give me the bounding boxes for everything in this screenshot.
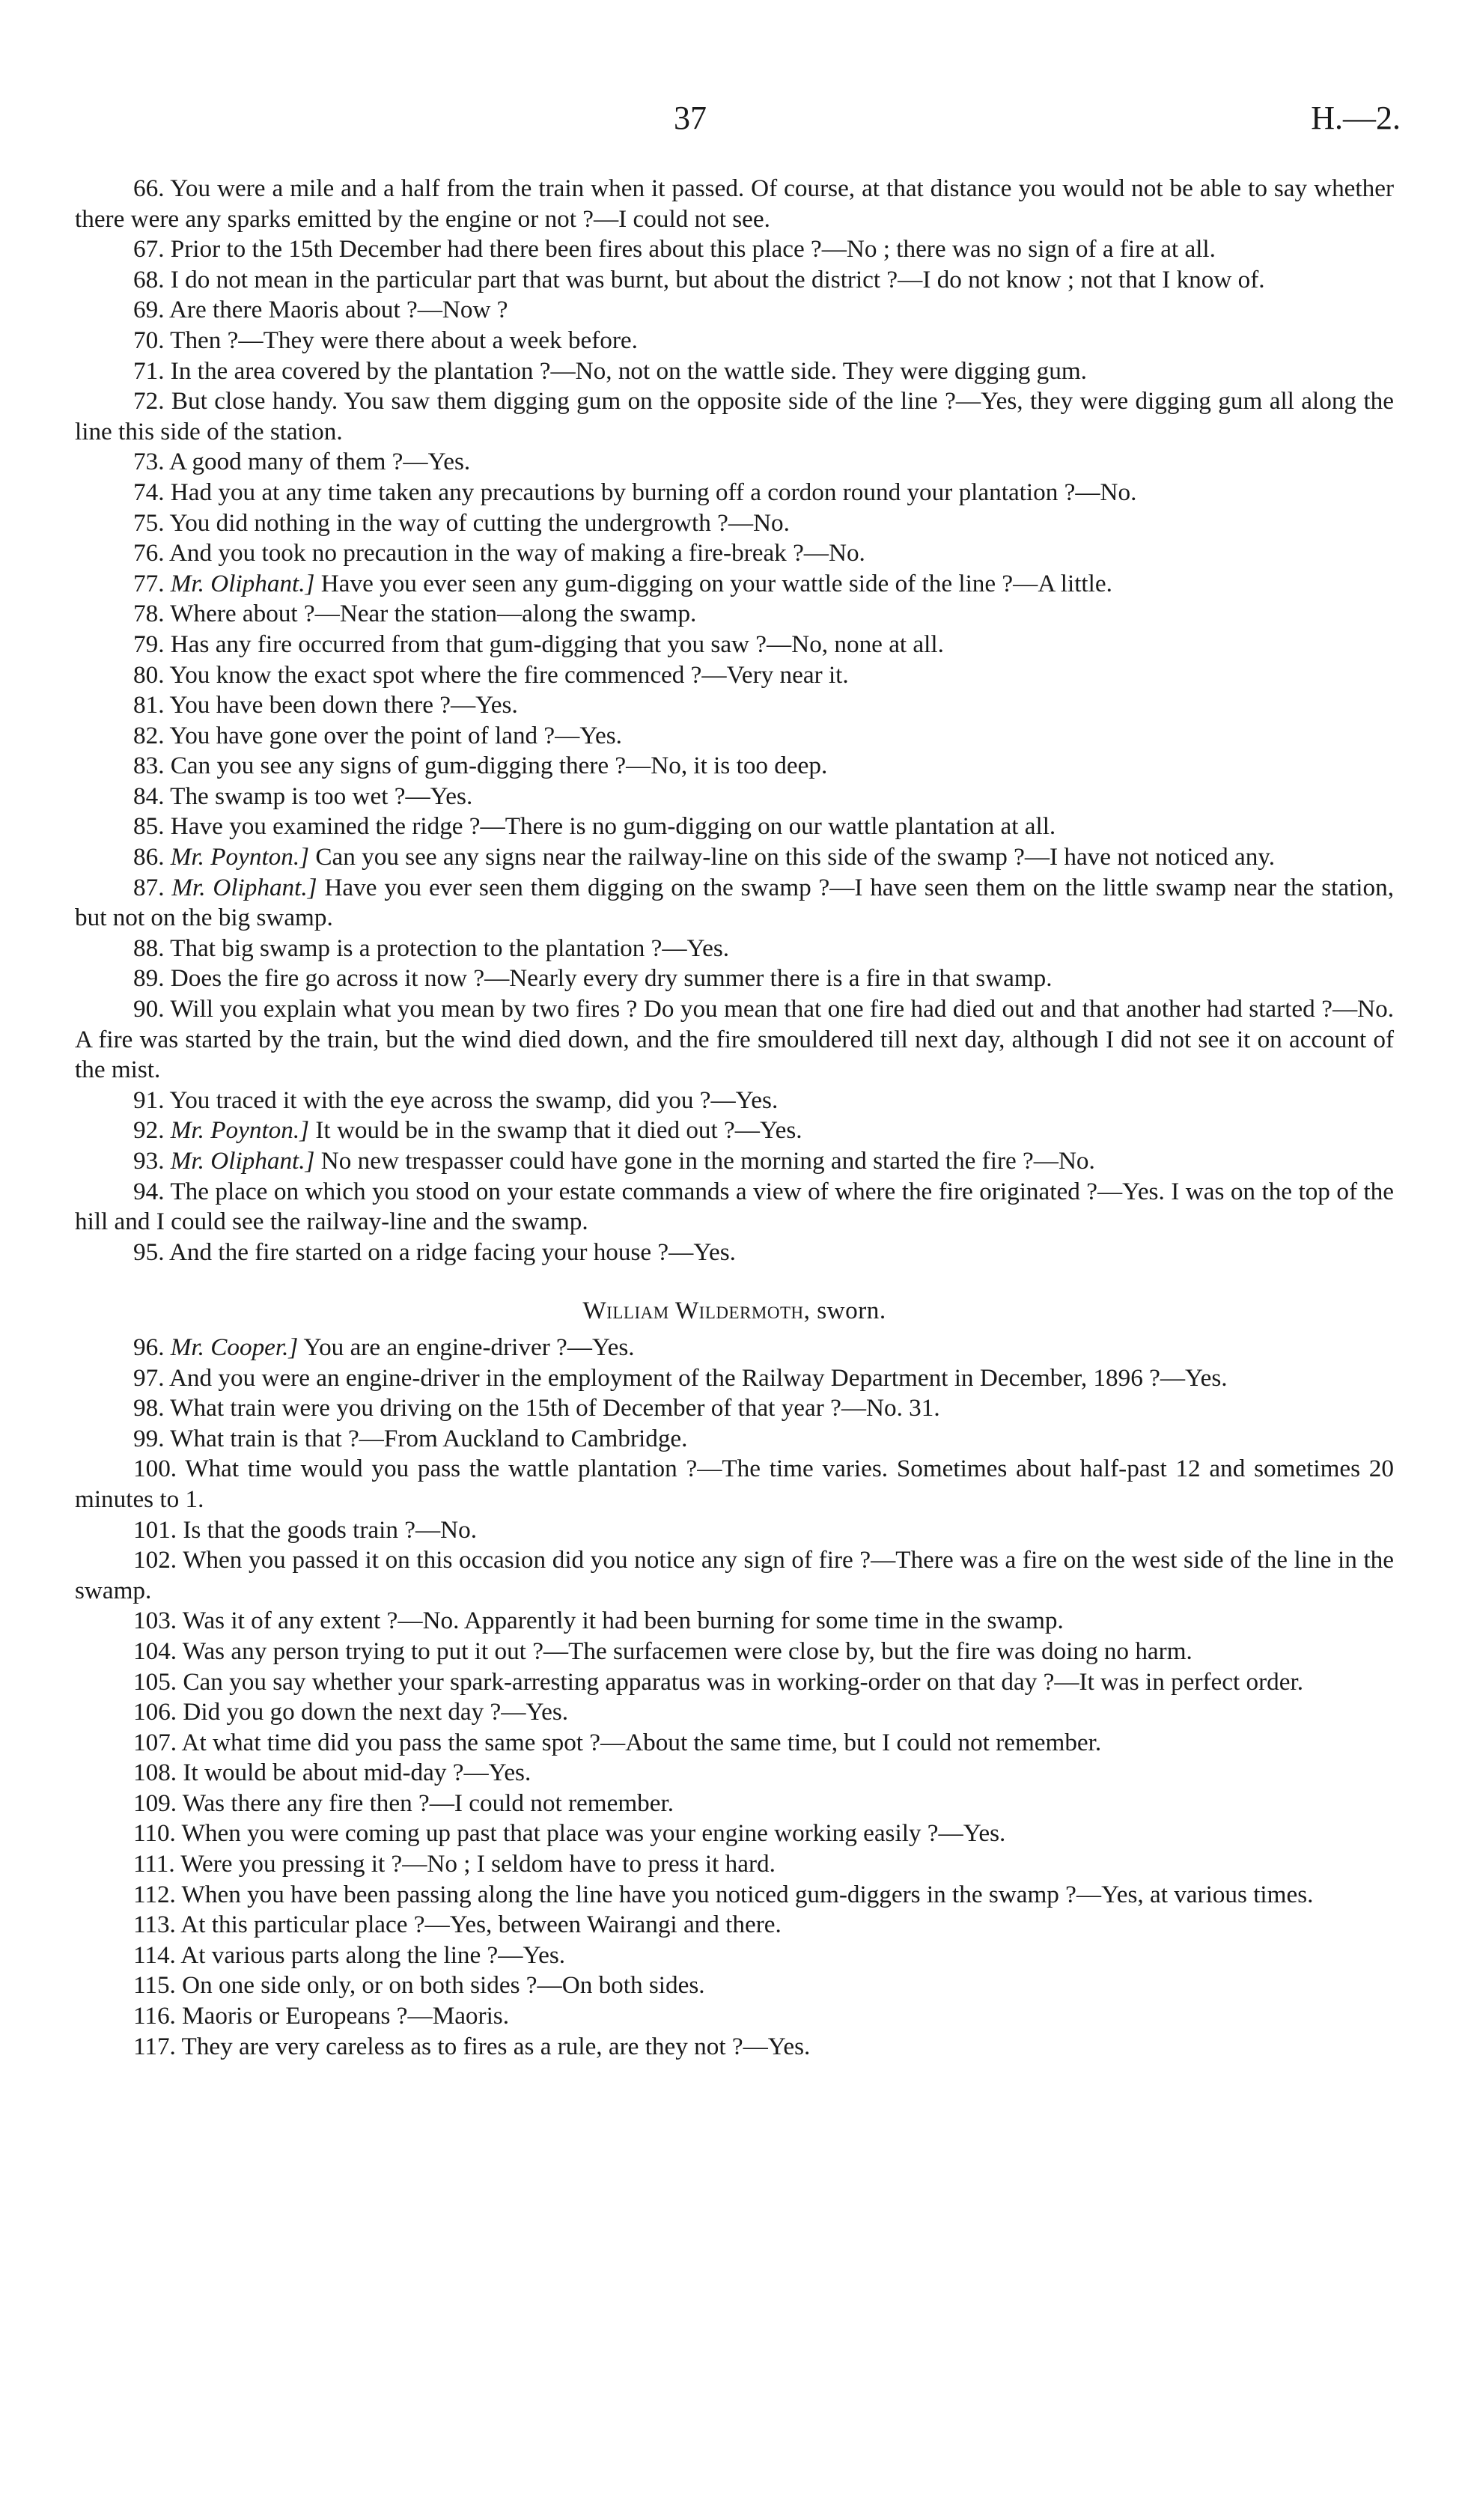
question-answer: 111. Were you pressing it ?—No ; I seldom have to press it hard.: [133, 1850, 776, 1878]
question-answer: 68. I do not mean in the particular part that was burnt, but about the district ?—I do not know ; not that I know of.: [133, 265, 1265, 293]
question-text: No new trespasser could have gone in the morning and started the fire ?—No.: [320, 1147, 1095, 1175]
question-answer: 109. Was there any fire then ?—I could not remember.: [133, 1789, 674, 1817]
question-answer: 114. At various parts along the line ?—Yes.: [133, 1941, 566, 1969]
document-body: [75, 174, 1394, 2062]
question-answer: 103. Was it of any extent ?—No. Apparently it had been burning for some time in the swamp.: [133, 1607, 1064, 1635]
question-answer: 88. That big swamp is a protection to the plantation ?—Yes.: [133, 934, 730, 962]
question-number: 77.: [133, 569, 165, 597]
question-answer: 99. What train is that ?—From Auckland to Cambridge.: [133, 1424, 688, 1452]
question-answer: 70. Then ?—They were there about a week before.: [133, 326, 638, 354]
question-answer: 74. Had you at any time taken any precautions by burning off a cordon round your plantation ?—No.: [133, 478, 1137, 506]
question-answer: 98. What train were you driving on the 15th of December of that year ?—No. 31.: [133, 1394, 940, 1422]
question-answer: 83. Can you see any signs of gum-digging there ?—No, it is too deep.: [133, 752, 828, 780]
question-text: Can you see any signs near the railway-line on this side of the swamp ?—I have not noticed any.: [315, 843, 1276, 871]
question-answer: 75. You did nothing in the way of cutting the undergrowth ?—No.: [133, 508, 790, 537]
question-number: 93.: [133, 1147, 165, 1175]
question-answer: 107. At what time did you pass the same spot ?—About the same time, but I could not remember.: [133, 1728, 1102, 1756]
question-answer: 113. At this particular place ?—Yes, between Wairangi and there.: [133, 1911, 782, 1939]
question-answer: 116. Maoris or Europeans ?—Maoris.: [133, 2002, 510, 2030]
question-answer: 89. Does the fire go across it now ?—Nearly every dry summer there is a fire in that swamp.: [133, 964, 1053, 993]
question-answer: 71. In the area covered by the plantation ?—No, not on the wattle side. They were digging gum.: [133, 356, 1087, 385]
question-answer: 110. When you were coming up past that place was your engine working easily ?—Yes.: [133, 1819, 1006, 1848]
question-answer: 105. Can you say whether your spark-arresting apparatus was in working-order on that day ?—It was in perfect order.: [133, 1667, 1304, 1696]
page-header: [0, 96, 1459, 141]
question-number: 92.: [133, 1116, 165, 1145]
question-answer: 101. Is that the goods train ?—No.: [133, 1515, 478, 1544]
question-answer: 112. When you have been passing along the line have you noticed gum-diggers in the swamp ?—Yes, at various times.: [133, 1880, 1314, 1908]
question-text: It would be in the swamp that it died out ?—Yes.: [315, 1116, 802, 1145]
examination-section-2: [75, 1333, 1394, 2062]
speaker-name: Mr. Poynton.]: [170, 843, 310, 871]
question-answer: 100. What time would you pass the wattle plantation ?—The time varies. Sometimes about half-past 12 and sometimes 20 minutes to 1.: [75, 1455, 1394, 1513]
question-answer: 95. And the fire started on a ridge facing your house ?—Yes.: [133, 1238, 736, 1266]
question-answer: 73. A good many of them ?—Yes.: [133, 448, 471, 476]
question-answer: 81. You have been down there ?—Yes.: [133, 691, 518, 719]
question-answer: [75, 873, 1394, 934]
question-answer: [75, 1333, 1394, 1363]
speaker-name: Mr. Oliphant.]: [170, 569, 315, 597]
document-reference: H.—2.: [1311, 100, 1401, 136]
question-answer: 79. Has any fire occurred from that gum-digging that you saw ?—No, none at all.: [133, 630, 944, 658]
speaker-name: Mr. Oliphant.]: [171, 873, 317, 901]
question-text: Have you ever seen them digging on the swamp ?—I have seen them on the little swamp near the station, but not on the big swamp.: [75, 873, 1395, 932]
question-answer: 76. And you took no precaution in the way of making a fire-break ?—No.: [133, 539, 865, 567]
witness-name: William Wildermoth,: [582, 1297, 811, 1325]
question-answer: 104. Was any person trying to put it out ?—The surfacemen were close by, but the fire was doing no harm.: [133, 1637, 1193, 1665]
question-number: 86.: [133, 843, 165, 871]
question-text: Have you ever seen any gum-digging on your wattle side of the line ?—A little.: [320, 569, 1112, 597]
question-answer: 69. Are there Maoris about ?—Now ?: [133, 296, 508, 324]
question-answer: 94. The place on which you stood on your estate commands a view of where the fire originated ?—Yes. I was on the top of the hill and I could see the railway-line and the swamp.: [75, 1177, 1394, 1236]
question-answer: 117. They are very careless as to fires as a rule, are they not ?—Yes.: [133, 2032, 811, 2060]
question-answer: 106. Did you go down the next day ?—Yes.: [133, 1698, 569, 1726]
question-answer: 115. On one side only, or on both sides ?—On both sides.: [133, 1971, 705, 2000]
speaker-name: Mr. Poynton.]: [170, 1116, 310, 1145]
speaker-name: Mr. Cooper.]: [170, 1333, 299, 1361]
question-answer: 108. It would be about mid-day ?—Yes.: [133, 1759, 531, 1787]
question-answer: 67. Prior to the 15th December had there been fires about this place ?—No ; there was no sign of a fire at all.: [133, 235, 1216, 264]
question-answer: 82. You have gone over the point of land ?—Yes.: [133, 721, 622, 749]
question-answer: 84. The swamp is too wet ?—Yes.: [133, 782, 473, 810]
question-answer: 66. You were a mile and a half from the train when it passed. Of course, at that distance you would not be able to say whether there were any sparks emitted by the engine or not ?—I could not see.: [75, 174, 1394, 233]
witness-heading: [75, 1296, 1394, 1327]
question-answer: 102. When you passed it on this occasion did you notice any sign of fire ?—There was a fire on the west side of the line in the swamp.: [75, 1546, 1394, 1604]
question-answer: 72. But close handy. You saw them digging gum on the opposite side of the line ?—Yes, they were digging gum all along the line this side of the station.: [75, 387, 1394, 445]
question-answer: [75, 1146, 1394, 1177]
question-text: You are an engine-driver ?—Yes.: [303, 1333, 635, 1361]
question-answer: 78. Where about ?—Near the station—along the swamp.: [133, 600, 697, 628]
question-answer: 85. Have you examined the ridge ?—There is no gum-digging on our wattle plantation at all.: [133, 812, 1056, 841]
witness-status: sworn.: [817, 1297, 886, 1325]
question-answer: 90. Will you explain what you mean by two fires ? Do you mean that one fire had died out and that another had started ?—No. A fire was started by the train, but the wind died down, and the fire smouldered till next day, although I did not see it on account of the mist.: [75, 995, 1394, 1084]
page-number: 37: [674, 100, 707, 136]
examination-section-1: [75, 174, 1394, 1267]
question-answer: 97. And you were an engine-driver in the employment of the Railway Department in December, 1896 ?—Yes.: [133, 1363, 1228, 1392]
question-answer: [75, 1116, 1394, 1146]
speaker-name: Mr. Oliphant.]: [170, 1147, 315, 1175]
question-answer: [75, 569, 1394, 600]
question-answer: [75, 842, 1394, 873]
question-answer: 91. You traced it with the eye across the swamp, did you ?—Yes.: [133, 1086, 779, 1114]
question-number: 96.: [133, 1333, 165, 1361]
question-answer: 80. You know the exact spot where the fire commenced ?—Very near it.: [133, 660, 849, 689]
question-number: 87.: [133, 873, 165, 901]
